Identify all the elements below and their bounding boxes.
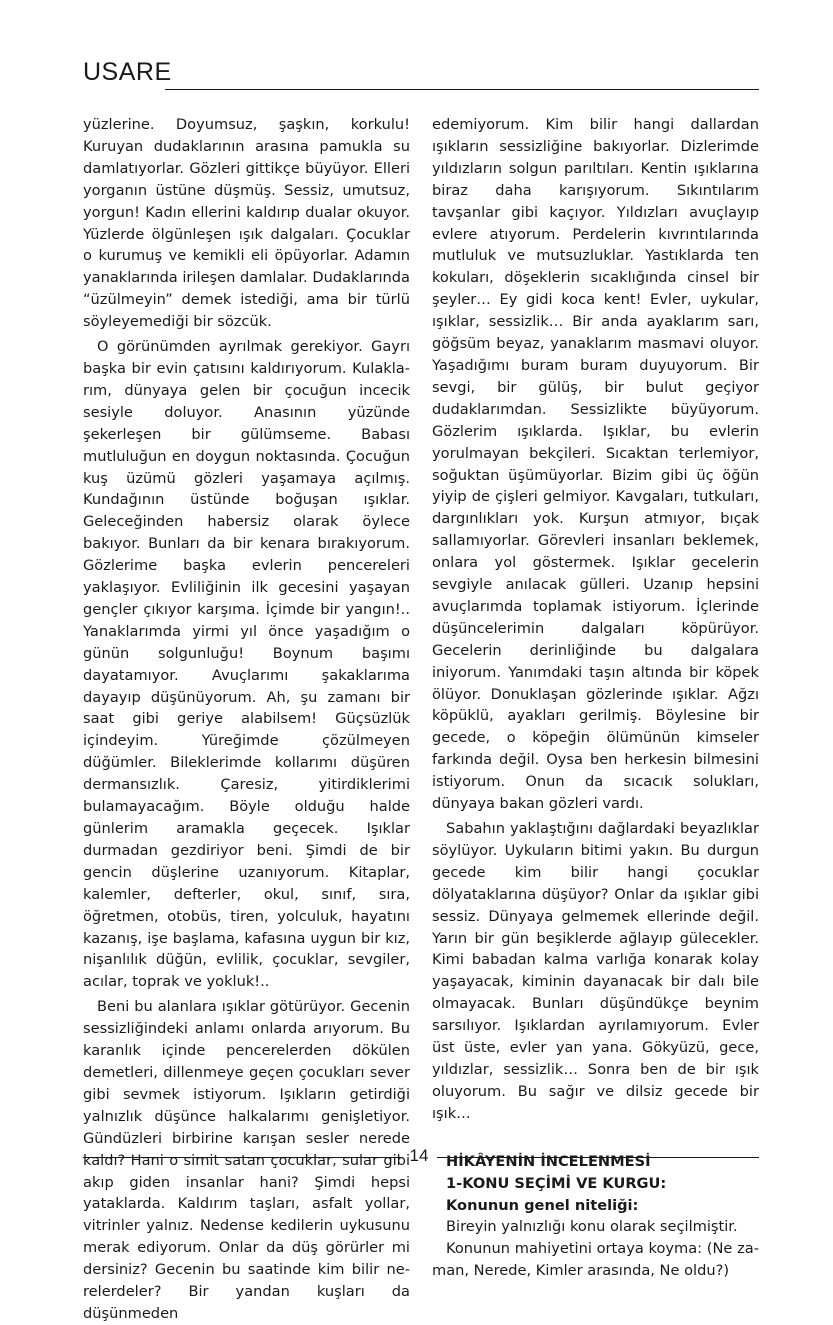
paragraph: Sabahın yaklaştığını dağlardaki beyazlıklar söylüyor. Uykuların bitimi yakın. Bu durgun gecede kim bilir hangi çocuklar dölyataklarına düşüyor? Onlar da ışıklar gibi sessiz. Dünyaya gelmemek ellerinde değil. Yarın bir gün beşiklerde ağlayıp gülecekler. Kimi babadan kalma varlığa konarak kolay yaşayacak, kiminin dayanacak bir dalı bile olmayacak. Bunları düşündükçe beynim sarsılıyor. Işıklardan ayrılamıyorum. Evler üst üste, evler yan yana. Gökyüzü, gece, yıldızlar, sessizlik… Sonra ben de bir ışık oluyorum. Bu sağır ve dilsiz gecede bir ışık…: [432, 820, 759, 1122]
analysis-line: Konunun mahiyetini ortaya koyma: (Ne zaman, Nerede, Kimler arasında, Ne oldu?): [432, 1240, 759, 1280]
footer-rule-left: [83, 1157, 401, 1158]
page-header: [83, 58, 759, 94]
analysis-line: Bireyin yalnızlığı konu olarak seçilmiştir.: [446, 1218, 738, 1236]
right-column: [432, 114, 759, 1282]
page-footer: [83, 1142, 759, 1172]
section-heading: HİKÂYENİN İNCELENMESİ: [446, 1152, 651, 1170]
paragraph: yüzlerine. Doyumsuz, şaşkın, korkulu! Kuruyan dudaklarının arasına pamukla su damlatıyorlar. Gözleri gittikçe büyüyor. Elleri yorganın üstüne düşmüş. Sessiz, umutsuz, yorgun! Kadın ellerini kaldırıp dualar okuyor. Yüzlerde ölgünleşen ışık dalgaları. Çocuklar o kurumuş ve kemikli eli öpüyorlar. Adamın yanaklarında irileşen damlalar. Dudaklarında “üzülmeyin” demek istediği, ama bir türlü söyleyemediği bir sözcük.: [83, 116, 410, 331]
header-rule: [165, 89, 759, 90]
paragraph: O görünümden ayrılmak gerekiyor. Gayrı başka bir evin çatısını kaldırıyorum. Kulaklarım, dünyaya gelen bir çocuğun incecik sesiyle doluyor. Anasının yüzünde şekerleşen bir gülümseme. Babası mutluluğun en doygun noktasında. Çocuğun kuş üzümü gözleri yaşamaya açılmış. Kundağının üstünde boğuşan ışıklar. Geleceğinden habersiz olarak öylece bakıyor. Bunları da bir kenara bırakıyorum. Gözlerime başka evlerin pencereleri yaklaşıyor. Evliliğinin ilk gecesini yaşayan gençler çıkıyor karşıma. İçimde bir yangın!.. Yanaklarımda yirmi yıl önce yaşadığım o günün solgunluğu! Boynum başımı dayatamıyor. Avuçlarımı şakaklarıma dayayıp düşünüyorum. Ah, şu zamanı bir saat gibi geriye alabilsem! Güçsüzlük içindeyim. Yüreğimde çözülmeyen düğümler. Bileklerimde kollarımı düşüren dermansızlık. Çaresiz, yitirdiklerimi bulamayacağım. Böyle olduğu halde günlerim aramakla geçecek. Işıklar durmadan gezdiriyor beni. Şimdi de bir gencin düşlerine uzanıyorum. Kitaplar, kalemler, defterler, okul, sınıf, sıra, öğretmen, otobüs, tiren, yolculuk, hayatını kazanış, işe başlama, kafasına uygun bir kız, nişanlılık düğün, evlilik, çocuklar, sevgiler, acılar, toprak ve yokluk!..: [83, 338, 410, 991]
footer-rule-right: [437, 1157, 759, 1158]
section-subheading: Konunun genel niteliği:: [446, 1196, 639, 1214]
header-title: USARE: [83, 58, 172, 86]
paragraph: edemiyorum. Kim bilir hangi dallardan ışıkların sessizliğine bakıyorlar. Dizlerimde yıldızların solgun parıltıları. Kentin ışıklarına biraz daha karışıyorum. Sıkıntılarım tavşanlar gibi kaçıyor. Yıldızları avuçlayıp evlere atıyorum. Perdelerin kıvrıntılarında mutluluk ve mutsuzluklar. Yastıklarda ten kokuları, döşeklerin sıcaklığında cinsel bir şeyler… Ey gidi koca kent! Evler, uykular, ışıklar, sessizlik… Bir anda ayaklarım sarı, göğsüm beyaz, yanaklarım masmavi oluyor. Yaşadığımı buram buram duyuyorum. Bir sevgi, bir gülüş, bir bulut geçiyor dudaklarımdan. Sessizlikte büyüyorum. Gözlerim ışıklarda. Işıklar, bu evlerin yorulmayan bekçileri. Sıcaktan terlemiyor, soğuktan üşümüyorlar. Bizim gibi üç öğün yiyip de çişleri gelmiyor. Kavgaları, tutkuları, dargınlıkları yok. Kurşun atmıyor, bıçak sallamıyorlar. Görevleri insanları beklemek, onlara yol göstermek. Işıklar gecelerin sevgiyle anılacak gülleri. Uzanıp hepsini avuçlarımda toplamak istiyorum. İçlerinde düşüncelerimin dalgaları köpürüyor. Gecelerin derinliğinde bu dalgalara iniyorum. Yanımdaki taşın altında bir köpek ölüyor. Donuklaşan gözlerinde ışıklar. Ağzı köpüklü, ayakları gerilmiş. Böylesine bir gecede, o köpeğin ölümünün kimseler farkında değil. Oysa ben herkesin bilmesini istiyorum. Onun da sıcacık solukları, dünyaya bakan gözleri vardı.: [432, 116, 759, 813]
page-number: 14: [409, 1146, 429, 1165]
paragraph: Beni bu alanlara ışıklar götürüyor. Gecenin sessizliğindeki anlamı onlarda arıyorum. Bu karanlık içinde pencerelerden dökülen demetleri, dillenmeye geçen çocukları sever gibi sevmek istiyorum. Işıkların getirdiği yalnızlık düşünce halkalarımı genişletiyor. Gündüzleri birbirine karışan sesler nerede kaldı? Hani o simit satan çocuklar, sular gibi akıp giden insanlar hani? Şimdi hepsi yataklarda. Kaldırım taşları, asfalt yollar, vitrinler yalnız. Nedense kedilerin uykusunu merak ediyorum. Onlar da düş görürler mi dersiniz? Gecenin bu saatinde kim bilir nerelerdeler? Bir yandan kuşları da düşünmeden: [83, 998, 410, 1322]
section-subheading: 1-KONU SEÇİMİ VE KURGU:: [446, 1174, 667, 1192]
